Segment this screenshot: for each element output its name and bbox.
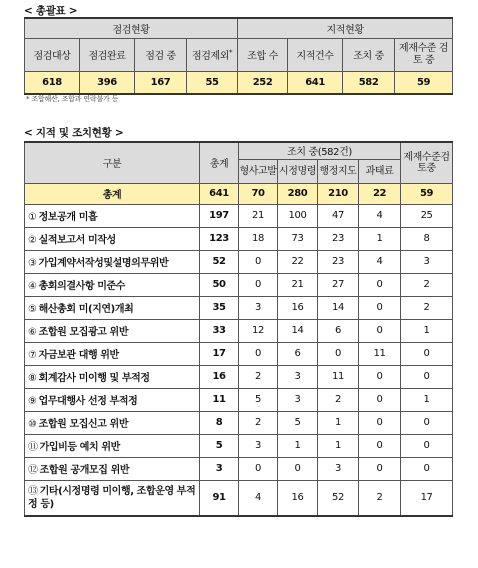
row-value: 1	[359, 227, 401, 250]
row-label: 조합원 공개모집 위반	[39, 465, 130, 476]
row-value: 5	[239, 388, 278, 411]
row-value: 23	[318, 227, 359, 250]
row-value: 25	[401, 204, 453, 227]
value-union-count: 252	[238, 71, 288, 94]
row-value: 27	[318, 273, 359, 296]
row-value: 0	[359, 319, 401, 342]
table-row	[25, 480, 453, 516]
row-value: 3	[239, 434, 278, 457]
row-value: 0	[359, 273, 401, 296]
row-value: 14	[278, 319, 318, 342]
total-row-value: 210	[318, 183, 359, 204]
table-row	[25, 296, 453, 319]
total-row-value: 280	[278, 183, 318, 204]
total-row-value: 641	[200, 183, 239, 204]
header-admin-guidance: 행정지도	[318, 159, 359, 183]
header-review: 제재수준검토중	[401, 142, 453, 183]
header-sanction-review: 제재수준 검토 중	[395, 38, 453, 71]
row-value: 14	[318, 296, 359, 319]
table-row	[25, 204, 453, 227]
row-number: ⑫	[28, 465, 38, 476]
row-value: 4	[359, 204, 401, 227]
row-value: 0	[401, 457, 453, 480]
row-value: 2	[239, 411, 278, 434]
value-inspection-excluded: 55	[187, 71, 238, 94]
row-value: 16	[200, 365, 239, 388]
value-action-ongoing: 582	[343, 71, 395, 94]
row-number: ⑧	[28, 373, 37, 384]
row-label-cell	[25, 342, 200, 365]
total-row-value: 70	[239, 183, 278, 204]
row-value: 18	[239, 227, 278, 250]
table-row	[25, 365, 453, 388]
row-value: 8	[200, 411, 239, 434]
row-value: 21	[239, 204, 278, 227]
table-row	[25, 411, 453, 434]
row-value: 47	[318, 204, 359, 227]
total-row-value: 22	[359, 183, 401, 204]
header-total: 총계	[200, 142, 239, 183]
row-value: 91	[200, 480, 239, 516]
header-inspection-target: 점검대상	[25, 38, 80, 71]
row-value: 3	[278, 365, 318, 388]
summary-footnote: * 조합해산, 조합과 연락불가 등	[26, 95, 119, 103]
row-number: ③	[28, 258, 37, 269]
row-value: 0	[239, 273, 278, 296]
row-value: 23	[318, 250, 359, 273]
table-row	[25, 434, 453, 457]
header-in-progress: 조치 중(582건)	[239, 142, 401, 159]
row-label: 가입계약서작성및설명의무위반	[38, 258, 169, 269]
row-label-cell	[25, 250, 200, 273]
row-label-cell	[25, 273, 200, 296]
row-value: 22	[278, 250, 318, 273]
row-value: 6	[318, 319, 359, 342]
row-label: 자금보관 대행 위반	[38, 350, 119, 361]
group-inspection-header: 점검현황	[25, 18, 238, 38]
row-number: ②	[28, 235, 37, 246]
row-value: 73	[278, 227, 318, 250]
row-value: 12	[239, 319, 278, 342]
row-value: 0	[401, 365, 453, 388]
header-inspection-excluded-label: 점검제외	[191, 51, 229, 62]
header-inspection-ongoing: 점검 중	[135, 38, 187, 71]
row-value: 0	[401, 342, 453, 365]
row-value: 0	[401, 411, 453, 434]
row-value: 3	[401, 250, 453, 273]
row-label-cell	[25, 457, 200, 480]
detail-title: < 지적 및 조치현황 >	[24, 127, 124, 139]
row-number: ⑦	[28, 350, 37, 361]
row-value: 1	[401, 319, 453, 342]
row-value: 1	[318, 411, 359, 434]
header-fine: 과태료	[359, 159, 401, 183]
row-label: 조합원 모집광고 위반	[38, 327, 129, 338]
row-label: 업무대행사 선정 부적정	[38, 396, 138, 407]
row-value: 4	[359, 250, 401, 273]
row-value: 2	[401, 273, 453, 296]
footnote-mark: *	[228, 48, 233, 57]
row-value: 0	[239, 250, 278, 273]
row-value: 1	[278, 434, 318, 457]
row-label: 기타(시정명령 미이행, 조합운영 부적정 등)	[28, 485, 196, 510]
row-value: 0	[278, 457, 318, 480]
row-value: 2	[318, 388, 359, 411]
row-label: 실적보고서 미작성	[38, 235, 116, 246]
table-row	[25, 457, 453, 480]
row-label-cell	[25, 204, 200, 227]
header-inspection-excluded	[187, 38, 238, 71]
row-value: 16	[278, 480, 318, 516]
row-value: 0	[359, 388, 401, 411]
group-findings-header: 지적현황	[238, 18, 453, 38]
header-inspection-done: 점검완료	[80, 38, 135, 71]
row-value: 0	[359, 296, 401, 319]
row-value: 3	[318, 457, 359, 480]
row-label: 가입비등 예치 위반	[39, 442, 120, 453]
row-value: 0	[359, 365, 401, 388]
row-value: 11	[200, 388, 239, 411]
row-value: 3	[278, 388, 318, 411]
row-label: 정보공개 미흡	[38, 212, 98, 223]
total-row-value: 59	[401, 183, 453, 204]
row-value: 0	[359, 457, 401, 480]
header-action-ongoing: 조치 중	[343, 38, 395, 71]
row-label: 총회의결사항 미준수	[38, 281, 125, 292]
row-value: 2	[239, 365, 278, 388]
value-finding-count: 641	[288, 71, 343, 94]
row-number: ⑨	[28, 396, 37, 407]
row-value: 5	[200, 434, 239, 457]
value-sanction-review: 59	[395, 71, 453, 94]
row-value: 100	[278, 204, 318, 227]
table-row	[25, 388, 453, 411]
row-label: 해산총회 미(지연)개최	[38, 304, 134, 315]
row-number: ⑤	[28, 304, 37, 315]
row-label-cell	[25, 296, 200, 319]
header-union-count: 조합 수	[238, 38, 288, 71]
row-value: 3	[200, 457, 239, 480]
row-number: ⑪	[28, 442, 38, 453]
summary-table	[24, 17, 453, 95]
row-value: 8	[401, 227, 453, 250]
row-value: 2	[401, 296, 453, 319]
total-row-label: 총계	[25, 183, 200, 204]
row-value: 3	[239, 296, 278, 319]
row-value: 33	[200, 319, 239, 342]
row-value: 0	[401, 434, 453, 457]
row-label: 조합원 모집신고 위반	[38, 419, 129, 430]
table-row	[25, 273, 453, 296]
row-value: 52	[200, 250, 239, 273]
row-value: 35	[200, 296, 239, 319]
row-label-cell	[25, 388, 200, 411]
header-corrective-order: 시정명령	[278, 159, 318, 183]
summary-title: < 총괄표 >	[24, 5, 78, 17]
row-value: 50	[200, 273, 239, 296]
row-value: 0	[239, 342, 278, 365]
row-value: 5	[278, 411, 318, 434]
value-inspection-target: 618	[25, 71, 80, 94]
value-inspection-done: 396	[80, 71, 135, 94]
row-value: 52	[318, 480, 359, 516]
total-row	[25, 183, 453, 204]
row-label-cell	[25, 434, 200, 457]
row-value: 6	[278, 342, 318, 365]
header-criminal-complaint: 형사고발	[239, 159, 278, 183]
row-value: 123	[200, 227, 239, 250]
row-value: 4	[239, 480, 278, 516]
row-value: 17	[401, 480, 453, 516]
row-number: ④	[28, 281, 37, 292]
row-value: 0	[359, 411, 401, 434]
table-row	[25, 250, 453, 273]
row-number: ⑩	[28, 419, 37, 430]
header-finding-count: 지적건수	[288, 38, 343, 71]
table-row	[25, 342, 453, 365]
row-number: ⑥	[28, 327, 37, 338]
row-value: 0	[359, 434, 401, 457]
row-number: ①	[28, 212, 37, 223]
row-value: 2	[359, 480, 401, 516]
row-value: 21	[278, 273, 318, 296]
table-row	[25, 319, 453, 342]
row-number: ⑬	[28, 485, 38, 497]
row-value: 1	[401, 388, 453, 411]
table-row	[25, 227, 453, 250]
row-label-cell	[25, 365, 200, 388]
row-value: 0	[239, 457, 278, 480]
row-value: 11	[359, 342, 401, 365]
row-label-cell	[25, 227, 200, 250]
detail-table	[24, 141, 453, 517]
row-value: 16	[278, 296, 318, 319]
row-value: 197	[200, 204, 239, 227]
row-label-cell	[25, 480, 200, 516]
row-value: 1	[318, 434, 359, 457]
row-label-cell	[25, 319, 200, 342]
row-value: 0	[318, 342, 359, 365]
header-category: 구분	[25, 142, 200, 183]
row-value: 11	[318, 365, 359, 388]
row-label: 회계감사 미이행 및 부적정	[38, 373, 150, 384]
value-inspection-ongoing: 167	[135, 71, 187, 94]
row-label-cell	[25, 411, 200, 434]
row-value: 17	[200, 342, 239, 365]
